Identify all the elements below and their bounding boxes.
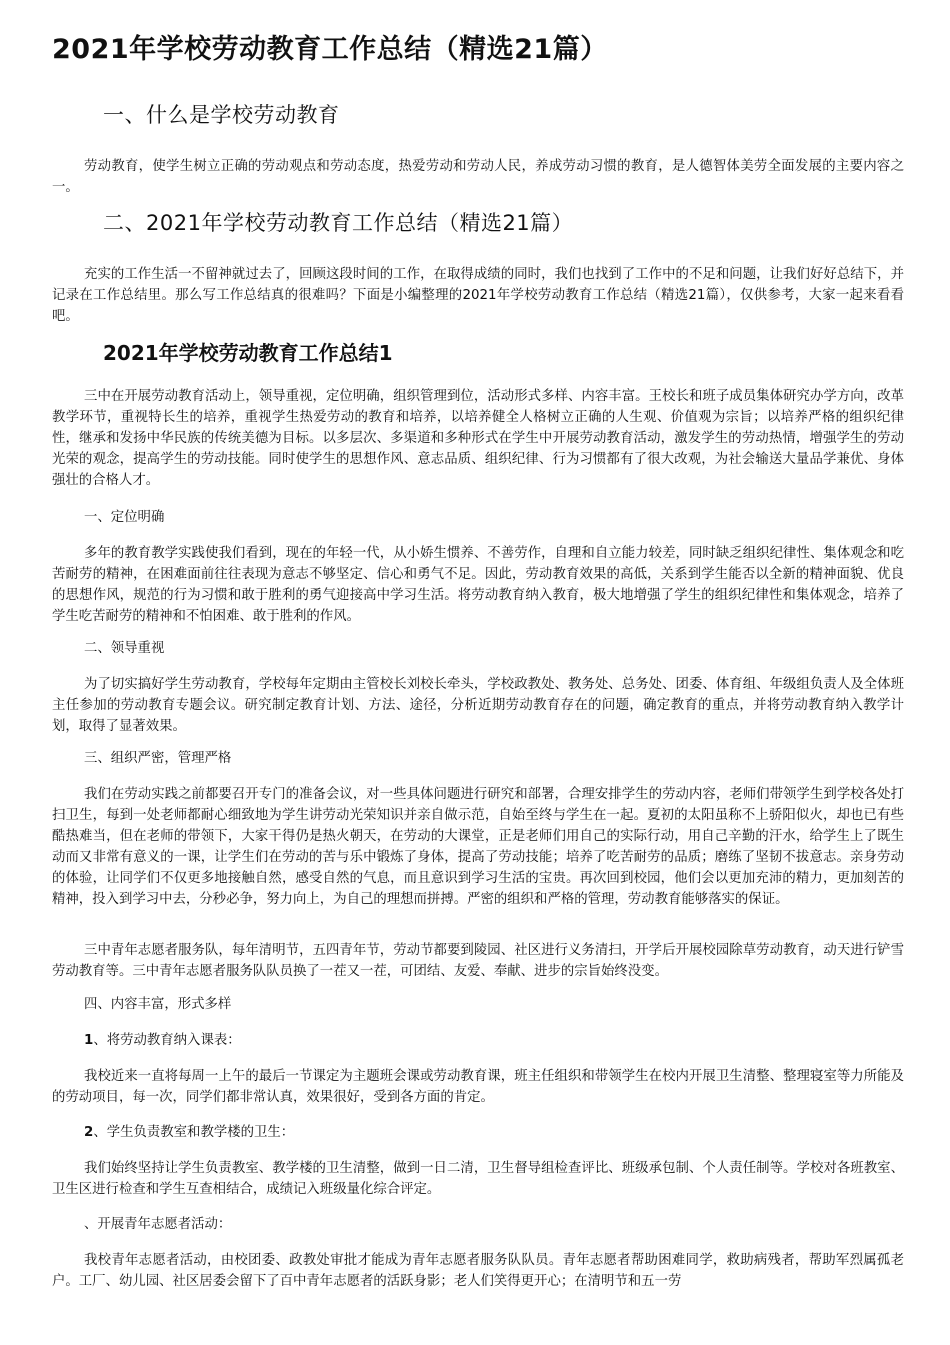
item-paragraph-volunteer: 我校青年志愿者活动，由校团委、政教处审批才能成为青年志愿者服务队队员。青年志愿者帮助困难同学，救助病残者，帮助军烈属孤老户。工厂、幼儿园、社区居委会留下了百中青年志愿者的活跃身影；老人们笑得更开心；在清明节和五一劳 — [52, 1253, 904, 1289]
item-label: 、开展青年志愿者活动： — [84, 1217, 232, 1232]
point-heading-positioning: 一、定位明确 — [84, 510, 165, 525]
point-paragraph-organization: 我们在劳动实践之前都要召开专门的准备会议，对一些具体问题进行研究和部署，合理安排学生的劳动内容，老师们带领学生到学校各处打扫卫生，每到一处老师都耐心细致地为学生讲劳动光荣知识并亲自做示范，自始至终与学生在一起。夏初的太阳虽称不上骄阳似火，却也已有些酷热难当，但在老师的带领下，大家干得仍是热火朝天，在劳动的大课堂，正是老师们用自己的实际行动，用自己辛勤的汗水，给学生上了既生动而又非常有意义的一课，让学生们在劳动的苦与乐中锻炼了身体，提高了劳动技能；培养了吃苦耐劳的品质；磨练了坚韧不拔意志。亲身劳动的体验，让同学们不仅更多地接触自然，感受自然的气息，而且意识到学习生活的宝贵。再次回到校园，他们会以更加充沛的精力，更加刻苦的精神，投入到学习中去，分秒必争，努力向上，为自己的理想而拼搏。严密的组织和严格的管理，劳动教育能够落实的保证。 — [52, 787, 904, 907]
item-heading-hygiene — [84, 1122, 294, 1143]
item-label: 、将劳动教育纳入课表： — [93, 1033, 241, 1048]
item-number: 1 — [84, 1033, 94, 1048]
intro-paragraph: 充实的工作生活一不留神就过去了，回顾这段时间的工作，在取得成绩的同时，我们也找到了工作中的不足和问题，让我们好好总结下，并记录在工作总结里。那么写工作总结真的很难吗？下面是小编整理的2021年学校劳动教育工作总结（精选21篇），仅供参考，大家一起来看看吧。 — [52, 267, 904, 324]
item-label: 、学生负责教室和教学楼的卫生： — [93, 1125, 295, 1140]
point-paragraph-positioning: 多年的教育教学实践使我们看到，现在的年轻一代，从小娇生惯养、不善劳作，自理和自立能力较差，同时缺乏组织纪律性、集体观念和吃苦耐劳的精神，在困难面前往往表现为意志不够坚定、信心和勇气不足。因此，劳动教育效果的高低，关系到学生能否以全新的精神面貌、优良的思想作风，规范的行为习惯和敢于胜利的勇气迎接高中学习生活。将劳动教育纳入教育，极大地增强了学生的组织纪律性和集体观念，培养了学生吃苦耐劳的精神和不怕困难、敢于胜利的作风。 — [52, 546, 904, 624]
article-intro-paragraph: 三中在开展劳动教育活动上，领导重视，定位明确，组织管理到位，活动形式多样、内容丰富。王校长和班子成员集体研究办学方向，改革教学环节，重视特长生的培养，重视学生热爱劳动的教育和培养，以培养健全人格树立正确的人生观、价值观为宗旨；以培养严格的组织纪律性，继承和发扬中华民族的传统美德为目标。以多层次、多渠道和多种形式在学生中开展劳动教育活动，激发学生的劳动热情，增强学生的劳动光荣的观念，提高学生的劳动技能。同时使学生的思想作风、意志品质、组织纪律、行为习惯都有了很大改观，为社会输送大量品学兼优、身体强壮的合格人才。 — [52, 389, 904, 488]
item-heading-volunteer — [84, 1214, 231, 1235]
section-heading-summary: 二、2021年学校劳动教育工作总结（精选21篇） — [103, 211, 574, 235]
item-number: 2 — [84, 1125, 94, 1140]
item-paragraph-hygiene: 我们始终坚持让学生负责教室、教学楼的卫生清整，做到一日二清，卫生督导组检查评比、班级承包制、个人责任制等。学校对各班教室、卫生区进行检查和学生互查相结合，成绩记入班级量化综合评定。 — [52, 1161, 904, 1197]
point-heading-content: 四、内容丰富，形式多样 — [84, 997, 232, 1012]
item-heading-curriculum — [84, 1030, 241, 1051]
point-heading-leadership: 二、领导重视 — [84, 641, 165, 656]
article-heading: 2021年学校劳动教育工作总结1 — [103, 341, 393, 365]
definition-paragraph: 劳动教育，使学生树立正确的劳动观点和劳动态度，热爱劳动和劳动人民，养成劳动习惯的教育，是人德智体美劳全面发展的主要内容之一。 — [52, 159, 904, 195]
point-heading-organization: 三、组织严密，管理严格 — [84, 751, 232, 766]
volunteer-team-paragraph: 三中青年志愿者服务队，每年清明节，五四青年节，劳动节都要到陵园、社区进行义务清扫，开学后开展校园除草劳动教育，动天进行铲雪劳动教育等。三中青年志愿者服务队队员换了一茬又一茬，可团结、友爱、奉献、进步的宗旨始终没变。 — [52, 943, 904, 979]
point-paragraph-leadership: 为了切实搞好学生劳动教育，学校每年定期由主管校长刘校长牵头，学校政教处、教务处、总务处、团委、体育组、年级组负责人及全体班主任参加的劳动教育专题会议。研究制定教育计划、方法、途径，分析近期劳动教育存在的问题，确定教育的重点，并将劳动教育纳入教学计划，取得了显著效果。 — [52, 677, 904, 734]
item-paragraph-curriculum: 我校近来一直将每周一上午的最后一节课定为主题班会课或劳动教育课，班主任组织和带领学生在校内开展卫生清整、整理寝室等力所能及的劳动项目，每一次，同学们都非常认真，效果很好，受到各方面的肯定。 — [52, 1069, 904, 1105]
document-title: 2021年学校劳动教育工作总结（精选21篇） — [52, 34, 608, 65]
section-heading-what-is: 一、什么是学校劳动教育 — [103, 103, 340, 127]
